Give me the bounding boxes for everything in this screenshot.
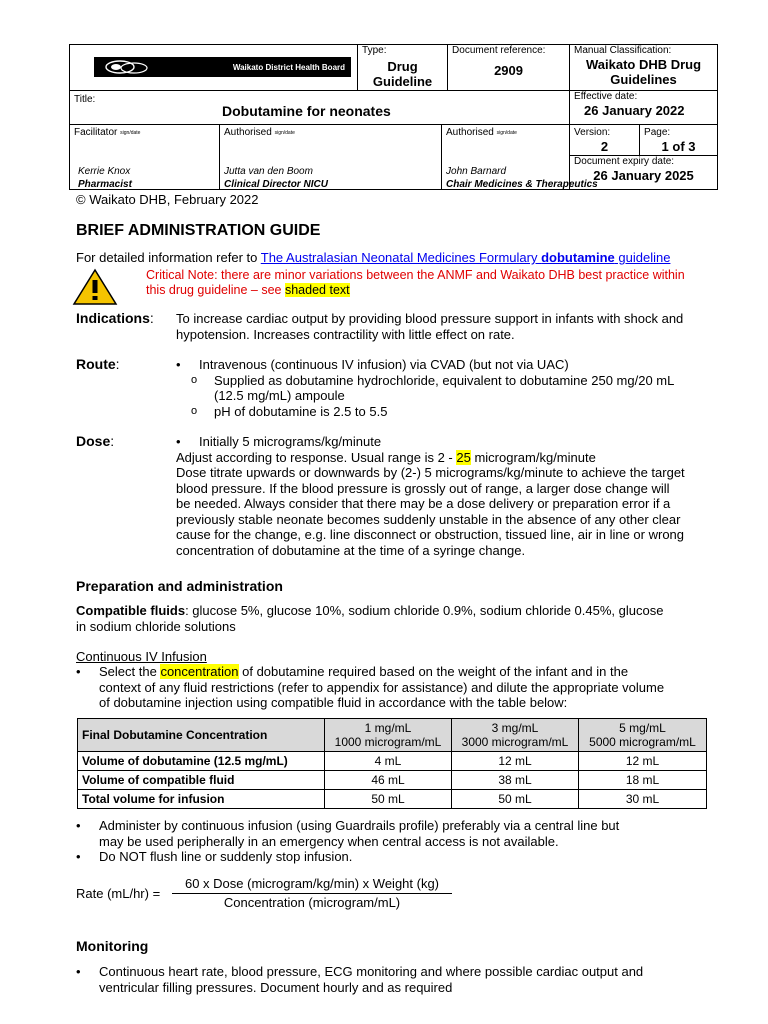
title-label: Title: xyxy=(74,94,96,105)
table-cell: 50 mL xyxy=(325,790,452,809)
title-cell xyxy=(70,91,570,125)
compatible-fluids-label: Compatible fluids xyxy=(76,603,186,618)
link-text-c: guideline xyxy=(614,250,671,265)
admin-line2: may be used peripherally in an emergency when central access is not available. xyxy=(99,833,559,849)
dose-adjust-a: Adjust according to response. Usual range is 2 - xyxy=(176,449,457,465)
logo-swirl-icon xyxy=(104,59,164,75)
preparation-heading: Preparation and administration xyxy=(76,578,283,594)
facilitator-cell xyxy=(70,125,220,190)
route-sub-bullet-1 xyxy=(176,373,736,404)
document-header-table xyxy=(69,44,718,190)
authoriser-2-name: John Barnard xyxy=(446,166,507,177)
version-label: Version: xyxy=(574,127,611,138)
authoriser-1-role: Clinical Director NICU xyxy=(224,179,328,190)
manual-label: Manual Classification: xyxy=(574,45,672,56)
indications-label xyxy=(76,310,154,326)
bullet-icon: • xyxy=(76,964,81,979)
dose-label xyxy=(76,433,114,449)
authorised-1-label: Authorised xyxy=(224,127,272,138)
formula-denominator: Concentration (microgram/mL) xyxy=(223,895,401,910)
bullet-icon: • xyxy=(76,849,81,864)
effective-label: Effective date: xyxy=(574,91,638,102)
route-sub2-text: pH of dobutamine is 2.5 to 5.5 xyxy=(214,403,388,419)
version-value: 2 xyxy=(600,139,609,154)
table-cell: 12 mL xyxy=(452,752,579,771)
critical-note-line1: Critical Note: there are minor variations between the ANMF and Waikato DHB best practice within xyxy=(146,268,685,282)
link-text-a: The Australasian Neonatal Medicines Formulary xyxy=(260,250,542,265)
circle-bullet-icon: o xyxy=(191,404,198,417)
bullet-icon: • xyxy=(176,434,181,449)
bullet-icon: • xyxy=(76,664,81,679)
dose-bullet xyxy=(176,434,685,450)
indications-colon: : xyxy=(149,310,154,326)
col-bottom: 3000 microgram/mL xyxy=(461,735,569,749)
dose-line: cause for the change, e.g. line disconnect or obstruction, tissued line, air in line or wrong xyxy=(176,527,685,542)
type-label: Type: xyxy=(362,45,387,56)
bullet-icon: • xyxy=(76,818,81,833)
circle-bullet-icon: o xyxy=(191,373,198,386)
route-label-text: Route xyxy=(76,356,116,372)
type-cell xyxy=(358,45,448,91)
manual-value: Waikato DHB Drug Guidelines xyxy=(585,57,702,87)
administration-list xyxy=(76,818,619,865)
route-bullet-text: Intravenous (continuous IV infusion) via CVAD (but not via UAC) xyxy=(199,357,569,372)
expiry-label: Document expiry date: xyxy=(574,156,675,167)
formula-lhs: Rate (mL/hr) = xyxy=(76,886,161,901)
admin-line1: Administer by continuous infusion (using Guardrails profile) preferably via a central line but xyxy=(99,818,620,833)
manual-cell xyxy=(570,45,718,91)
monitoring-line2: ventricular filling pressures. Document hourly and as required xyxy=(99,979,453,995)
type-value: Drug Guideline xyxy=(372,59,433,89)
dose-text xyxy=(176,434,685,558)
table-cell: 30 mL xyxy=(579,790,707,809)
authorised-1-sign-date: sign/date xyxy=(274,130,295,136)
list-item xyxy=(76,818,619,849)
logo-text: Waikato District Health Board xyxy=(232,63,346,72)
monitoring-heading: Monitoring xyxy=(76,938,149,954)
monitoring-line1: Continuous heart rate, blood pressure, ECG monitoring and where possible cardiac output and xyxy=(99,964,644,979)
facilitator-label: Facilitator xyxy=(74,127,118,138)
facilitator-role: Pharmacist xyxy=(78,179,132,190)
dilution-table-header xyxy=(78,719,707,752)
compatible-fluids-line1: : glucose 5%, glucose 10%, sodium chloride 0.9%, sodium chloride 0.45%, glucose xyxy=(185,603,664,618)
row-label: Volume of compatible fluid xyxy=(78,771,325,790)
table-cell: 4 mL xyxy=(325,752,452,771)
table-cell: 18 mL xyxy=(579,771,707,790)
dilution-col-header xyxy=(452,719,579,752)
route-sub1-line2: (12.5 mg/mL) ampoule xyxy=(214,388,345,403)
select-line3: of dobutamine injection using compatible fluid in accordance with the table below: xyxy=(99,695,568,710)
fraction-bar xyxy=(172,893,452,894)
dose-line: blood pressure. If the blood pressure is grossly out of range, a larger dose change will xyxy=(176,480,670,496)
waikato-dhb-logo xyxy=(94,57,351,77)
critical-note xyxy=(146,268,685,298)
dose-line: concentration of dobutamine at the time of a syringe change. xyxy=(176,542,526,558)
page-value: 1 of 3 xyxy=(661,139,696,154)
compatible-fluids xyxy=(76,603,663,634)
document-title: Dobutamine for neonates xyxy=(222,103,391,119)
admin-bullet2-text: Do NOT flush line or suddenly stop infusion. xyxy=(99,849,353,864)
list-item xyxy=(76,964,643,995)
docref-cell xyxy=(448,45,570,91)
page-heading: BRIEF ADMINISTRATION GUIDE xyxy=(76,222,321,239)
indications-line2: hypotension. Increases contractility with little effect on rate. xyxy=(176,326,515,342)
dilution-col-header xyxy=(579,719,707,752)
logo-cell xyxy=(70,45,358,91)
table-cell: 46 mL xyxy=(325,771,452,790)
monitoring-list xyxy=(76,964,643,995)
route-bullet xyxy=(176,357,736,373)
col-bottom: 1000 microgram/mL xyxy=(334,735,442,749)
dose-range-max-highlight: 25 xyxy=(456,449,471,465)
table-row xyxy=(78,771,707,790)
concentration-highlight: concentration xyxy=(160,664,239,679)
authorised-1-cell xyxy=(220,125,442,190)
warning-icon xyxy=(72,268,118,306)
col-top: 1 mg/mL xyxy=(364,721,412,735)
row-label: Total volume for infusion xyxy=(78,790,325,809)
facilitator-name: Kerrie Knox xyxy=(78,166,131,177)
effective-value: 26 January 2022 xyxy=(584,103,685,118)
route-sub-bullet-2 xyxy=(176,404,736,420)
authorised-2-sign-date: sign/date xyxy=(496,130,517,136)
info-line xyxy=(76,250,670,266)
col-top: 5 mg/mL xyxy=(619,721,666,735)
dilution-col-header xyxy=(325,719,452,752)
dose-bullet-text: Initially 5 micrograms/kg/minute xyxy=(199,434,382,449)
bullet-icon: • xyxy=(176,357,181,372)
dilution-table xyxy=(77,718,707,809)
list-item xyxy=(76,849,619,865)
select-b: of dobutamine required based on the weight of the infant and in the xyxy=(238,664,629,679)
col-bottom: 5000 microgram/mL xyxy=(589,735,696,749)
table-cell: 12 mL xyxy=(579,752,707,771)
dose-line: Dose titrate upwards or downwards by (2-) 5 micrograms/kg/minute to achieve the target xyxy=(176,465,685,480)
formula-numerator: 60 x Dose (microgram/kg/min) x Weight (kg) xyxy=(184,876,440,891)
dose-line: previously stable neonate becomes suddenly unstable in the absence of any other clear xyxy=(176,511,681,527)
select-concentration-bullet xyxy=(76,664,664,711)
col-top: 3 mg/mL xyxy=(491,721,539,735)
authoriser-2-role: Chair Medicines & Therapeutics xyxy=(446,179,598,190)
effective-cell xyxy=(570,91,718,125)
indications-line1: To increase cardiac output by providing blood pressure support in infants with shock and xyxy=(176,311,684,326)
select-a: Select the xyxy=(99,664,161,679)
select-line2: context of any fluid restrictions (refer to appendix for assistance) and dilute the appropriate volume xyxy=(99,679,665,695)
dose-label-text: Dose xyxy=(76,433,111,449)
table-row xyxy=(78,790,707,809)
docref-label: Document reference: xyxy=(452,45,546,56)
select-concentration-item xyxy=(76,664,664,711)
page-label: Page: xyxy=(644,127,671,138)
authoriser-1-name: Jutta van den Boom xyxy=(224,166,313,177)
indications-text xyxy=(176,311,683,342)
version-cell xyxy=(570,125,640,156)
facilitator-sign-date: sign/date xyxy=(120,130,141,136)
route-colon: : xyxy=(115,356,120,372)
shaded-text-sample: shaded text xyxy=(284,283,350,297)
page-cell xyxy=(640,125,718,156)
dose-line: be needed. Always consider that there may be a dose delivery or preparation error if a xyxy=(176,496,671,511)
anmf-guideline-link[interactable] xyxy=(261,250,671,265)
route-sub1-line1: Supplied as dobutamine hydrochloride, equivalent to dobutamine 250 mg/20 mL xyxy=(214,372,675,388)
row-label: Volume of dobutamine (12.5 mg/mL) xyxy=(78,752,325,771)
dose-adjust-line xyxy=(176,450,685,466)
info-prefix: For detailed information refer to xyxy=(76,250,261,265)
table-cell: 50 mL xyxy=(452,790,579,809)
infusion-heading: Continuous IV Infusion xyxy=(76,649,207,664)
route-label xyxy=(76,356,120,372)
dilution-corner: Final Dobutamine Concentration xyxy=(78,719,325,752)
expiry-value: 26 January 2025 xyxy=(593,168,694,183)
compatible-fluids-line2: in sodium chloride solutions xyxy=(76,618,236,634)
table-row xyxy=(78,752,707,771)
copyright-notice: © Waikato DHB, February 2022 xyxy=(76,192,259,207)
indications-label-text: Indications xyxy=(76,310,150,326)
authorised-2-label: Authorised xyxy=(446,127,494,138)
docref-value: 2909 xyxy=(494,63,523,78)
table-cell: 38 mL xyxy=(452,771,579,790)
dose-adjust-b: microgram/kg/minute xyxy=(470,449,596,465)
dose-colon: : xyxy=(110,433,115,449)
critical-note-line2: this drug guideline – see xyxy=(146,283,285,297)
route-list xyxy=(176,357,736,419)
link-text-drug: dobutamine xyxy=(541,250,615,265)
